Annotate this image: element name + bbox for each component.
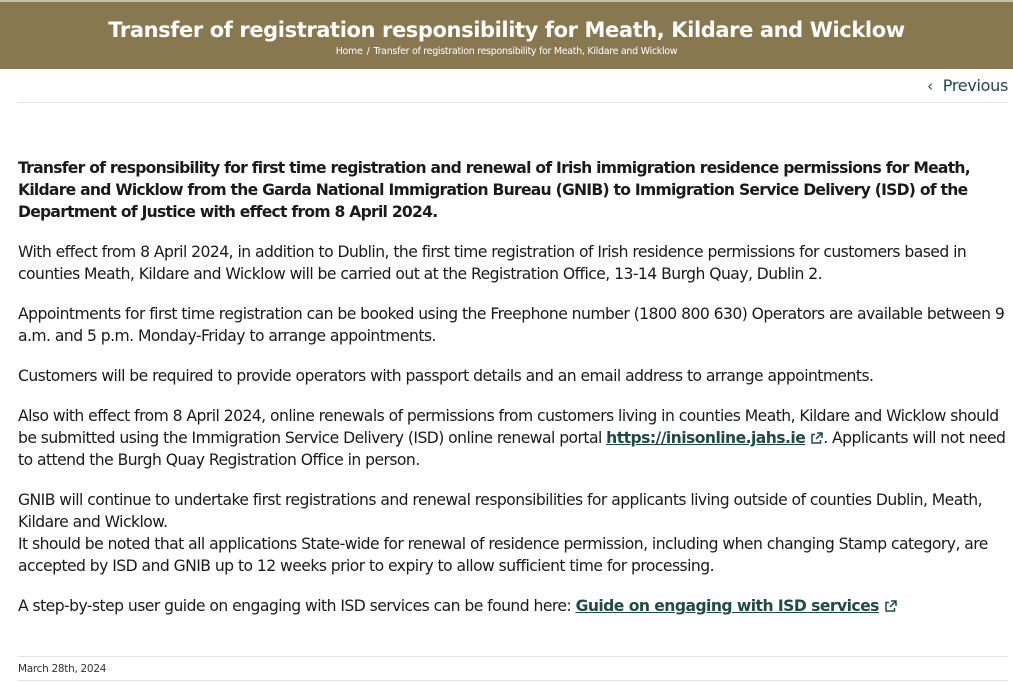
paragraph-passport-details: Customers will be required to provide operators with passport details and an email address to arrange appointments. bbox=[18, 367, 874, 385]
pager-row bbox=[18, 70, 1008, 103]
chevron-left-icon: ‹ bbox=[927, 77, 933, 95]
paragraph-user-guide bbox=[18, 595, 1008, 617]
online-renewals-text-end: . Applicants will not need to attend the Burgh Quay Registration Office in person. bbox=[18, 429, 1006, 469]
isd-guide-link-text: Guide on engaging with ISD services bbox=[575, 597, 879, 615]
external-link-icon bbox=[810, 432, 823, 445]
previous-label: Previous bbox=[942, 76, 1008, 95]
isd-guide-link[interactable] bbox=[576, 597, 897, 615]
inisonline-link[interactable] bbox=[606, 429, 823, 447]
breadcrumb-current: Transfer of registration responsibility for Meath, Kildare and Wicklow bbox=[373, 46, 678, 57]
previous-link[interactable] bbox=[927, 75, 1008, 97]
publish-date: March 28th, 2024 bbox=[18, 663, 107, 675]
footer-divider bbox=[18, 656, 1008, 657]
breadcrumb-home-link[interactable]: Home bbox=[335, 46, 363, 57]
paragraph-registration-office: With effect from 8 April 2024, in addition to Dublin, the first time registration of Irish residence permissions for customers based in counties Meath, Kildare and Wicklow will be carried out at the Registration Office, 13-14 Burgh Quay, Dublin 2. bbox=[18, 243, 967, 283]
bottom-divider bbox=[18, 680, 1008, 681]
external-link-icon bbox=[884, 600, 897, 613]
paragraph-online-renewals bbox=[18, 405, 1008, 471]
user-guide-text: A step-by-step user guide on engaging with ISD services can be found here: bbox=[18, 597, 576, 615]
breadcrumb-separator: / bbox=[366, 46, 370, 57]
paragraph-appointments: Appointments for first time registration can be booked using the Freephone number (1800 800 630) Operators are available between 9 a.m. and 5 p.m. Monday-Friday to arrange appointments. bbox=[18, 305, 1005, 345]
breadcrumb bbox=[0, 46, 1013, 58]
page-banner bbox=[0, 0, 1013, 69]
paragraph-statewide-renewal: It should be noted that all applications State-wide for renewal of residence permission, including when changing Stamp category, are accepted by ISD and GNIB up to 12 weeks prior to expiry to allow sufficient time for processing. bbox=[18, 535, 988, 575]
online-renewals-text: Also with effect from 8 April 2024, online renewals of permissions from customers living in counties Meath, Kildare and Wicklow should be submitted using the Immigration Service Delivery (ISD) online renewal portal bbox=[18, 407, 999, 447]
inisonline-link-text: https://inisonline.jahs.ie bbox=[606, 429, 806, 447]
page-title: Transfer of registration responsibility for Meath, Kildare and Wicklow bbox=[108, 18, 905, 42]
article-body bbox=[18, 157, 1008, 635]
article-lead: Transfer of responsibility for first time registration and renewal of Irish immigration residence permissions for Meath, Kildare and Wicklow from the Garda National Immigration Bureau (GNIB) to Immigration Service Delivery (ISD) of the Department of Justice with effect from 8 April 2024. bbox=[18, 159, 970, 221]
paragraph-gnib-continue: GNIB will continue to undertake first registrations and renewal responsibilities for applicants living outside of counties Dublin, Meath, Kildare and Wicklow. bbox=[18, 491, 983, 531]
